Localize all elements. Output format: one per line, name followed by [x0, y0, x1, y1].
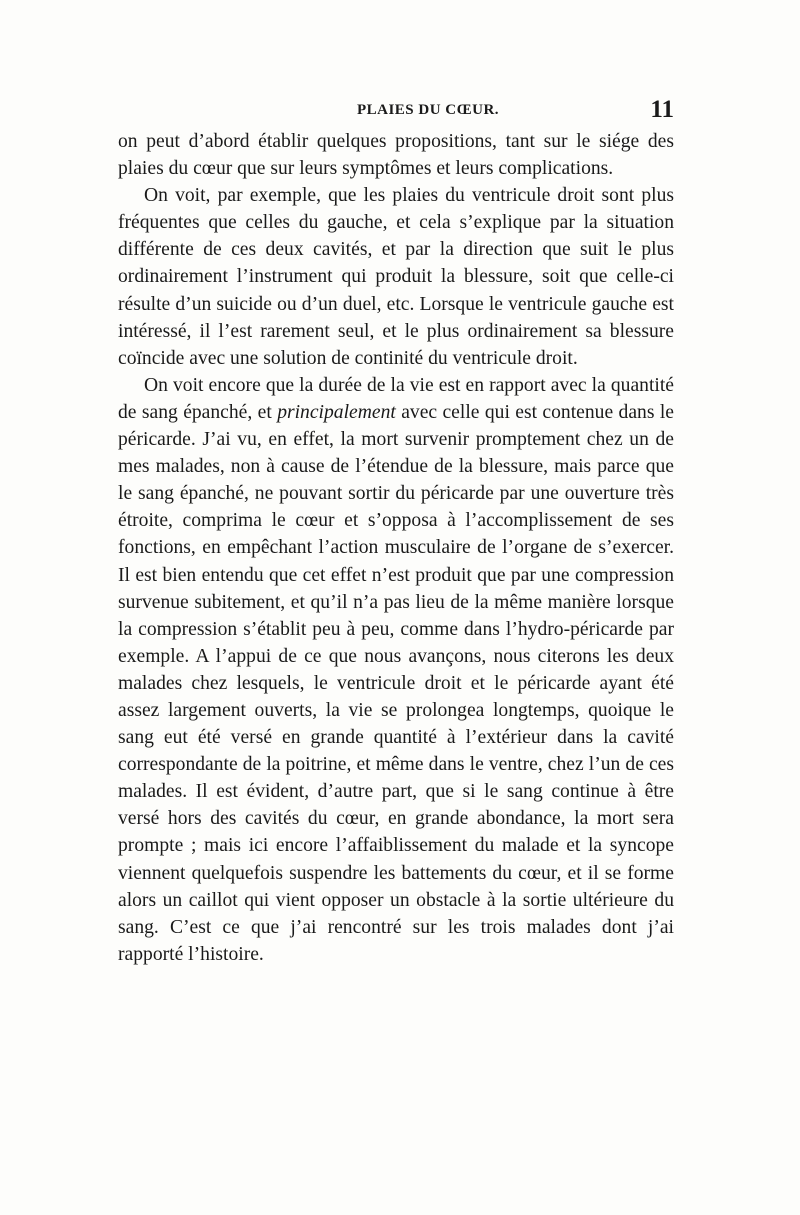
- running-head: [118, 96, 678, 124]
- emphasized-word: principalement: [277, 401, 396, 423]
- paragraph-blood-effusion: [118, 372, 674, 968]
- paragraph-text-before-emphasis: On voit encore que la durée de la vie est en rapport avec la quantité de sang épanché, et: [118, 374, 674, 423]
- paragraph-ventricle-frequency: On voit, par exemple, que les plaies du ventricule droit sont plus fréquentes que celles du gauche, et cela s’explique par la situation différente de ces deux cavités, et par la direction que suit le plus ordinairement l’instrument qui produit la blessure, soit que celle-ci résulte d’un suicide ou d’un duel, etc. Lorsque le ventricule gauche est intéressé, il l’est rarement seul, et le plus ordinairement sa blessure coïncide avec une solution de continité du ventricule droit.: [118, 185, 674, 369]
- running-title: PLAIES DU CŒUR.: [356, 102, 500, 118]
- paragraph-continued: on peut d’abord établir quelques propositions, tant sur le siége des plaies du cœur que sur leurs symptômes et leurs complications.: [118, 131, 674, 180]
- page-number: 11: [650, 96, 674, 123]
- body-text: [118, 128, 674, 968]
- paragraph-text-after-emphasis: avec celle qui est contenue dans le péricarde. J’ai vu, en effet, la mort survenir promptement chez un de mes malades, non à cause de l’étendue de la blessure, mais parce que le sang épanché, ne pouvant sortir du péricarde par une ouverture très étroite, comprima le cœur et s’opposa à l’accomplissement de ses fonctions, en empêchant l’action musculaire de l’organe de s’exercer. Il est bien entendu que cet effet n’est produit que par une compression survenue subitement, et qu’il n’a pas lieu de la même manière lorsque la compression s’établit peu à peu, comme dans l’hydro-péricarde par exemple. A l’appui de ce que nous avançons, nous citerons les deux malades chez lesquels, le ventricule droit et le péricarde ayant été assez largement ouverts, la vie se prolongea longtemps, quoique le sang eut été versé en grande quantité à l’extérieur dans la cavité correspondante de la poitrine, et même dans le ventre, chez l’un de ces malades. Il est évident, d’autre part, que si le sang continue à être versé hors des cavités du cœur, en grande abondance, la mort sera prompte ; mais ici encore l’affaiblissement du malade et la syncope viennent quelquefois suspendre les battements du cœur, et il se forme alors un caillot qui vient opposer un obstacle à la sortie ultérieure du sang. C’est ce que j’ai rencontré sur les trois malades dont j’ai rapporté l’histoire.: [118, 401, 674, 965]
